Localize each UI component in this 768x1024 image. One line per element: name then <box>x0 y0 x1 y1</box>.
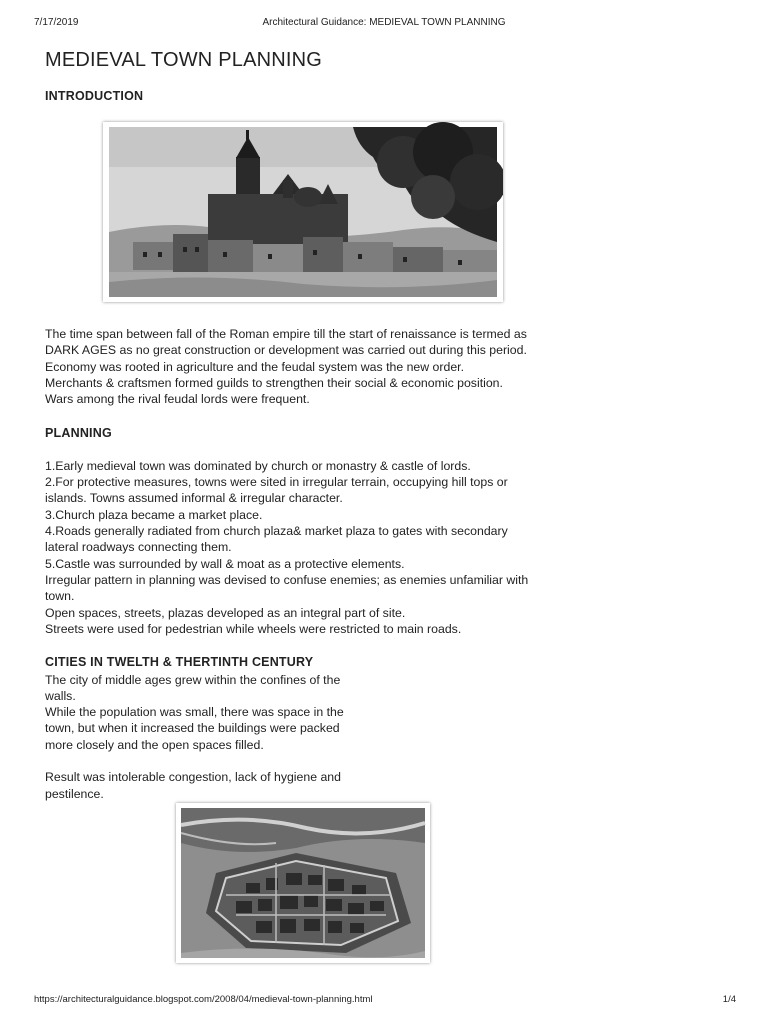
planning-line-1: 1.Early medieval town was dominated by church or monastry & castle of lords. <box>45 459 471 473</box>
planning-line-11: Streets were used for pedestrian while wheels were restricted to main roads. <box>45 622 462 636</box>
cities-line-5: more closely and the open spaces filled. <box>45 738 264 752</box>
header-date: 7/17/2019 <box>34 17 79 28</box>
page-title: MEDIEVAL TOWN PLANNING <box>45 49 323 71</box>
planning-line-2: 2.For protective measures, towns were sited in irregular terrain, occupying hill tops or <box>45 475 508 489</box>
intro-line-1: The time span between fall of the Roman empire till the start of renaissance is termed as <box>45 327 527 341</box>
planning-line-10: Open spaces, streets, plazas developed as an integral part of site. <box>45 606 406 620</box>
cities-line-3: While the population was small, there was space in the <box>45 705 344 719</box>
intro-line-3: Economy was rooted in agriculture and the feudal system was the new order. <box>45 360 465 374</box>
aerial-town-photo <box>176 803 430 963</box>
planning-line-6: lateral roadways connecting them. <box>45 540 232 554</box>
cities-line-8: pestilence. <box>45 787 104 801</box>
planning-line-4: 3.Church plaza became a market place. <box>45 508 263 522</box>
cities-line-7: Result was intolerable congestion, lack of hygiene and <box>45 770 341 784</box>
intro-line-5: Wars among the rival feudal lords were frequent. <box>45 392 310 406</box>
intro-line-2: DARK AGES as no great construction or development was carried out during this period. <box>45 343 527 357</box>
cities-line-4: town, but when it increased the buildings were packed <box>45 721 340 735</box>
footer-page-number: 1/4 <box>722 994 736 1005</box>
cathedral-town-photo <box>103 122 503 302</box>
planning-line-7: 5.Castle was surrounded by wall & moat as a protective elements. <box>45 557 405 571</box>
aerial-town-illustration <box>176 803 430 963</box>
planning-line-9: town. <box>45 589 75 603</box>
introduction-heading: INTRODUCTION <box>45 89 144 103</box>
cathedral-town-illustration <box>103 122 503 302</box>
planning-line-3: islands. Towns assumed informal & irregular character. <box>45 491 343 505</box>
planning-heading: PLANNING <box>45 426 112 440</box>
planning-line-5: 4.Roads generally radiated from church plaza& market plaza to gates with secondary <box>45 524 508 538</box>
header-document-title: Architectural Guidance: MEDIEVAL TOWN PLANNING <box>262 17 506 28</box>
cities-line-1: The city of middle ages grew within the confines of the <box>45 673 341 687</box>
intro-line-4: Merchants & craftsmen formed guilds to strengthen their social & economic position. <box>45 376 503 390</box>
cities-line-2: walls. <box>45 689 76 703</box>
cities-heading: CITIES IN TWELTH & THERTINTH CENTURY <box>45 655 314 669</box>
footer-url: https://architecturalguidance.blogspot.com/2008/04/medieval-town-planning.html <box>34 994 373 1005</box>
planning-line-8: Irregular pattern in planning was devised to confuse enemies; as enemies unfamiliar with <box>45 573 529 587</box>
